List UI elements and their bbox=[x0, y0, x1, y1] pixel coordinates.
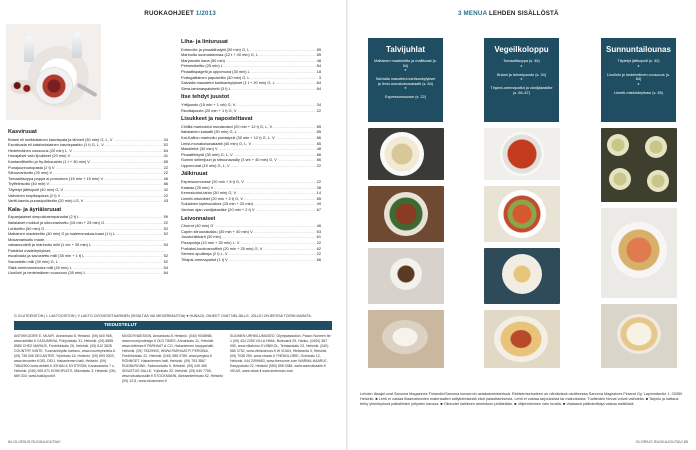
entry-title: Italialaiset mukkut ja sitruunarisotto (15 min + 25 min) G ..... bbox=[8, 220, 162, 226]
entry-page: 84 bbox=[316, 63, 321, 69]
entry-page: 85 bbox=[316, 52, 321, 58]
entry-title: Limetti-mtsiviidet (20 min + 3 t) G, V ..... bbox=[181, 196, 315, 202]
entry-page: 22 bbox=[163, 219, 168, 225]
entry-page: 34 bbox=[163, 136, 168, 142]
bullet-icon: ● bbox=[404, 85, 407, 91]
entry-title: Kaakao (25 min) V ..... bbox=[181, 185, 315, 191]
header-title: RUOKAOHJEET bbox=[144, 10, 194, 17]
running-head-right bbox=[458, 10, 559, 17]
header-prefix: 3 MENUA bbox=[458, 10, 488, 17]
index-entry bbox=[181, 163, 321, 169]
entry-title: Marylandin kana (50 min) ..... bbox=[181, 58, 315, 64]
section-heading: Kala- ja äyriäisruuat bbox=[8, 206, 62, 213]
entry-title: Kantarellikeitto ja fry-fleksuahto (1 t + 30 min) V ..... bbox=[8, 159, 162, 165]
entry-page: 52 bbox=[163, 259, 168, 265]
plate-image bbox=[36, 68, 72, 104]
entry-title: Vartti-kasvis-punasipulikeitto (20 min) LG, V ..... bbox=[8, 198, 162, 204]
section-heading: Kasviruuat bbox=[8, 129, 37, 135]
entry-title: Täytetyt jättisipulit (40 min) G, V ..... bbox=[8, 187, 162, 193]
entry-title: Juustohilkkarit (30 min) ..... bbox=[181, 234, 315, 240]
entry-title: Salvialla maustetut karitsankylykset (1 t + 20 min) G, L ..... bbox=[181, 80, 315, 86]
entry-title: Purkaksi-kookosmuffinit (20 min + 25 min) G, V ..... bbox=[181, 246, 315, 252]
sources-col: ANTIIKKIJORE E. MUUFI, Annankatu 8, Helsinki. (09) 600 965, www.antiikki.fi CASUARINA, Pohjoiskatu 31, Helsinki. (09) 6855 8580 CHEZ MARIUS, Fredrikinkatu 26, Helsinki. (09) 612 3628 COUNTRY INNTE, Tuomarinkylän kartano, www.countryinntela.fi. (09) 735 006 DECANTER, Yrjönkatu 16, Helsinki. (09) 693 0003, www.decanter.fi DEL DELI, Hakaniemen halli, Helsinki. (09) 76842500 www.deldeli.fi JOHAN & NYSTRÖM, Kanavaranta 7 c, Helsinki. (040) 906 671 KOKKIPUOTI, Mikonkatu 3, Helsinki. (09) 669 334, www.kokkipuoti.fi bbox=[14, 334, 116, 378]
index-entry bbox=[181, 108, 321, 114]
entry-title: Uunilohi ja hedelmäinen couscous (35 min) L ..... bbox=[8, 270, 162, 276]
header-issue: 1/2013 bbox=[195, 10, 216, 17]
photo-fish-soup bbox=[368, 128, 444, 180]
entry-title: Pinaattispagetti ja uppomuna (30 min) L ..... bbox=[181, 69, 315, 75]
entry-title: Sitruunarisotto (25 min) V ..... bbox=[8, 170, 162, 176]
photo-mousse bbox=[368, 248, 444, 304]
entry-title: Sunnin sellerijuuri ja sitruunavaäly (3 vrk + 40 min) G, V ..... bbox=[181, 157, 315, 163]
menu-item: Limetti-mtsiviidepiirasi (s. 85) bbox=[614, 90, 663, 95]
photo-cake bbox=[368, 310, 444, 368]
photo-lime-pie bbox=[601, 304, 677, 368]
entry-title: Massiletut (30 min) V ..... bbox=[181, 146, 315, 152]
photo-lamb-chops bbox=[368, 186, 444, 242]
entry-page: 46 bbox=[163, 175, 168, 181]
entry-page: 67 bbox=[316, 207, 321, 213]
entry-title: Valkoinen kurpitsapizza (2 t) V ..... bbox=[8, 193, 162, 199]
entry-page: 84 bbox=[316, 85, 321, 91]
photo-stuffed-onions bbox=[601, 128, 677, 202]
entry-page: 86 bbox=[316, 157, 321, 163]
entry-page: 14 bbox=[316, 190, 321, 196]
entry-page: 84 bbox=[316, 80, 321, 86]
entry-page: 86 bbox=[163, 181, 168, 187]
bullet-icon: ● bbox=[520, 62, 523, 68]
entry-page: 3 bbox=[318, 74, 321, 80]
entry-page: 85 bbox=[316, 140, 321, 146]
sources-title-bar: TIEDUSTELUT bbox=[14, 321, 332, 330]
menu-item: Salvialla maustetut karitsankylykset ja limsi-munakoisosalaatti (s. 84) bbox=[375, 77, 436, 86]
entry-page: 84 bbox=[163, 270, 168, 276]
diet-legend: G GLUTEENITON | L LAKTOOSITON | V LAKTO-OVOVEGETAARINEN (SISÄLTÄÄ VAI MEIJERIMAITOA) ♥ HUNAJA: OHJEET OVAT NELJÄLLE, JOLLEI OHJEESSA TOISIN MAINITA. bbox=[14, 314, 312, 318]
menu-item: Espressomousse (s. 22) bbox=[385, 95, 426, 100]
entry-title: Pinaattihöysti (30 min) G, L, V ..... bbox=[181, 152, 315, 158]
entry-page: 86 bbox=[316, 134, 321, 140]
publisher-caption: Lehden tilaajat ovat Sanoma Magazines Finlandin/Sanoma konsernin asiakasrekisterissä. Rekisteriselosteen on nähtävissä osoitteessa Sanoma Magazines Finland Oy, Lapinmäentie 1, 00350 Helsinki. ■ Lehti ei vastaa tilaamattomien materiaalien säilyttämisestä eikä palauttamisesta. Lehti ei vastaa tarjouksista tai mainoksista. Tuotteiden hinnat voivat vaihdella. ■ Tarjoilu ja kattaus tehty yhteistyössä paikallisten yritysten kanssa. ■ Oikeudet kaikkeen aineistoon pidätetään. ■ Jäljentäminen vain luvalla. ■ Vastaava päätoimittaja vastaa sisällöstä. bbox=[360, 392, 683, 407]
menu-item: Uunilohi ja hedelmäinen couscous (s. 84) bbox=[607, 72, 670, 82]
entry-title: Siera-lammaspaishetti (3 t) L ..... bbox=[181, 86, 315, 92]
menu-item: Tinjami-omenapaltut ja vaniljakastike (s. 66–67) bbox=[490, 86, 553, 95]
entry-page: 18 bbox=[316, 68, 321, 74]
entry-title: Yrttijuusto (15 min + 1 vrk) G, V ..... bbox=[181, 102, 315, 108]
entry-title: Briami eli kreikkalainen kasvispata ja lähneit (30 min) G, L, V ..... bbox=[8, 137, 162, 143]
entry-title: Espanjalaiset simpukkaempanadat (2 t) L ..... bbox=[8, 214, 162, 220]
section-heading: Leivonnaiset bbox=[181, 215, 216, 222]
entry-title: Tryffelirisotto (40 min) V ..... bbox=[8, 181, 162, 187]
menu-title: Talvijuhlat bbox=[386, 45, 425, 54]
index-entry bbox=[181, 207, 321, 213]
entry-page: 22 bbox=[316, 179, 321, 185]
entry-page: 49 bbox=[316, 201, 321, 207]
entry-title: Kermatoidot-tahto (30 min) G, V ..... bbox=[181, 190, 315, 196]
entry-title: Hunajaiset vain lipukkeet (20 min) V ..... bbox=[8, 153, 162, 159]
sources-col: MOODYNDESIGN, Annankatu 8, Helsinki. (040) 9048958, www.moodyndesign.fi OLD TIMES, Annankatu 12, Helsinki. www.oldtimes.fi PARHAAT & CO, Hakaniemen kauppahalli, Helsinki. (09) 75329900, WWW.PARHAAT.FI PERGBIA, Fredrikinkatu 22, Helsinki. (040) 585 0789, www.pergbia.fi RÖNNGET, Hakaniemen halli, Helsinki. (09) 753 3867 RUDBURGINK, Salomonkatu 5, Helsinki. (09) 445 465 SISUSTUS SALLE, Yrjönkatu 32, Helsinki. (09) 640 7760, www.sisustussalle.fi STOCKMANN, Aleksanterinkatu 52, Helsinki (09) 1211, www.stockmann.fi bbox=[122, 334, 223, 383]
bullet-icon: ● bbox=[637, 80, 640, 86]
photo-briami bbox=[484, 186, 560, 242]
entry-title: Marinoitu suomalainmaa (12 t + 40 min) G, L ..... bbox=[181, 52, 315, 58]
entry-title: Sisiä-merimansiruoka miili (40 min) L ..... bbox=[8, 265, 162, 271]
entry-page: 52 bbox=[163, 253, 168, 259]
entry-title: Italialainen salaatti (30 min) G, L ..... bbox=[181, 129, 315, 135]
entry-page: 43 bbox=[163, 198, 168, 204]
recipe-index-column-2 bbox=[181, 36, 321, 262]
entry-title: escalivada ja savustettu miili (35 min + 1 t) L ..... bbox=[8, 253, 162, 259]
index-entry bbox=[8, 198, 168, 204]
entry-page: 46 bbox=[316, 223, 321, 229]
entry-page: 22 bbox=[316, 107, 321, 113]
recipe-index-column-1 bbox=[8, 126, 168, 276]
glass-image bbox=[72, 32, 82, 58]
index-entry bbox=[181, 257, 321, 263]
entry-page: 62 bbox=[316, 245, 321, 251]
entry-page: 22 bbox=[163, 192, 168, 198]
entry-page: 54 bbox=[163, 264, 168, 270]
menu-title: Sunnuntailounas bbox=[606, 45, 671, 54]
entry-page: 22 bbox=[163, 164, 168, 170]
entry-title: Portugalilainen papukeitto (30 min) G, L ..... bbox=[181, 75, 317, 81]
entry-title: Caprin sitruunakakku (30 min + 40 min) V ..... bbox=[181, 229, 315, 235]
folio-right: GLORIUS RUOKAJOUTAVI 85 bbox=[635, 440, 688, 444]
photo-pizza bbox=[484, 310, 560, 368]
menu-item: Maltainen madekeitto ja maltitoast (s. 54) bbox=[374, 59, 437, 68]
entry-page: 22 bbox=[316, 162, 321, 168]
entry-title: valsanuudelit ja marinoitu miili (1 vrk + 35 min) L ..... bbox=[8, 242, 162, 248]
entry-title: Entrecôte ja pinaattihaiytti (30 min) G, L ..... bbox=[181, 47, 315, 53]
entry-title: Uppomunat (15 min) G, L, V ..... bbox=[181, 163, 315, 169]
bowl-image bbox=[10, 80, 34, 94]
entry-page: 85 bbox=[316, 129, 321, 135]
entry-page: 48 bbox=[316, 146, 321, 152]
entry-title: Espressomousse (20 min + 8 t) G, V ..... bbox=[181, 179, 315, 185]
entry-page: 84 bbox=[163, 147, 168, 153]
glass-image bbox=[24, 36, 34, 62]
entry-page: 59 bbox=[163, 214, 168, 220]
entry-title: Escalivada eli katalonialainen kasvispaahto (1 t) G, L, V ..... bbox=[8, 142, 162, 148]
entry-page: 22 bbox=[316, 240, 321, 245]
section-heading: Liha- ja linturuuat bbox=[181, 39, 228, 45]
entry-page: 38 bbox=[316, 184, 321, 190]
entry-page: 85 bbox=[163, 158, 168, 164]
spoon-image bbox=[76, 83, 97, 97]
sources-col: SUOMEN URHEILUMUSEO, Olympiastadion, Paavo Nurmen tie 1 (09) 434 2250 VILLA HIMA, Bulevardi 29, Hanko. (0400) 387 950, www.villahimo.fi VIINIKOL, Tehtaankatu 23, Helsinki. (040) 580 3752, www.viinikoinnos.fi W VIJAN, Hietaranta 3, Helsinki. (09) 7038 250, www.vivaan.fi THENGLORIE, Grönkatu 12, Helsinki. 044 2099663, www.theroome.com WARMA-HAARLE, Kauppakatu 22, Helsinki (050) 598 3384, www.warmahaarle.fi VIKAS, www.vikas.fi www.kiotensan.com bbox=[230, 334, 331, 373]
menu-item: Briami ja lahneiyuusto (s. 34) bbox=[497, 72, 546, 77]
entry-title: Suklainen kiplesuukkes (15 min + 20 min) ..... bbox=[181, 201, 315, 207]
entry-title: Pizzapohja (10 min + 30 min) L, V ..... bbox=[181, 240, 315, 246]
entry-title: Limsi-munakoisosalaatti (40 min) G, L, V ..... bbox=[181, 141, 315, 147]
bullet-icon: ● bbox=[404, 67, 407, 73]
entry-page: 42 bbox=[163, 186, 168, 192]
entry-page: 85 bbox=[316, 46, 321, 52]
entry-page: 85 bbox=[316, 123, 321, 129]
bullet-icon: ● bbox=[520, 76, 523, 82]
menu-title: Vegeilkoloppu bbox=[494, 45, 549, 54]
entry-title: Mosamarisoitu made, ..... bbox=[8, 237, 166, 243]
right-page bbox=[348, 0, 696, 450]
entry-page: 63 bbox=[316, 228, 321, 234]
hero-photo-table bbox=[6, 24, 101, 120]
menu-item: Täytetyt jättisipulit (s. 42) bbox=[617, 59, 660, 63]
section-heading: Itse tehdyt juustot bbox=[181, 94, 230, 101]
running-head-left bbox=[144, 10, 216, 17]
entry-page: 34 bbox=[316, 101, 321, 107]
section-heading: Jälkiruuat bbox=[181, 171, 208, 178]
entry-page: 61 bbox=[316, 234, 321, 240]
entry-page: 22 bbox=[163, 170, 168, 176]
entry-page: 22 bbox=[316, 251, 321, 257]
entry-title: Hedelmäinen couscous (20 min) L, V ..... bbox=[8, 148, 162, 154]
entry-title: Kai-Kallion marinoitu punasipuli (30 min + 12 t) G, L, V ..... bbox=[181, 135, 315, 141]
entry-title: Maltainen madekeitto (40 min) G ja maleenmakua-toast (1 t) L ..... bbox=[8, 231, 162, 237]
section-heading: Lisukkeet ja napostelttavat bbox=[181, 116, 253, 123]
entry-title: Punajuurirootopasta (2 t) V ..... bbox=[8, 165, 162, 171]
entry-page: 54 bbox=[163, 242, 168, 248]
entry-title: Ricottajuusto (20 min + 1 t) G, V ..... bbox=[181, 108, 315, 114]
entry-title: Siemen-spuiliesja (2 t) L, V ..... bbox=[181, 251, 315, 257]
entry-title: Chililla marinoidut munakoisot (20 min + 12 t) G, L, V ..... bbox=[181, 124, 315, 130]
photo-apple-dessert bbox=[484, 248, 560, 304]
entry-title: Savustettu miili (30 min) G, L ..... bbox=[8, 259, 162, 265]
sources-columns bbox=[14, 334, 332, 384]
index-entry bbox=[8, 270, 168, 276]
menu-item: Tomaattisoppa (s. 46) bbox=[503, 59, 540, 63]
entry-page: 85 bbox=[316, 195, 321, 201]
photo-salmon bbox=[601, 208, 677, 298]
menu-box-talvijuhlat bbox=[368, 38, 443, 122]
folio-left: 84 GLORIUS RUOKAJOUTAVI bbox=[8, 440, 61, 444]
entry-title: Tilrapsi-omenapaltut (1 t) V ..... bbox=[181, 257, 315, 263]
entry-page: 52 bbox=[163, 142, 168, 148]
entry-title: Churrot (40 min) G ..... bbox=[181, 223, 315, 229]
bullet-icon: ● bbox=[637, 62, 640, 68]
entry-title: Vanhan ajan vaniljakastike (20 min + 2 t) V ..... bbox=[181, 207, 315, 213]
entry-page: 86 bbox=[316, 151, 321, 157]
entry-page: 66 bbox=[316, 256, 321, 262]
entry-page: 52 bbox=[163, 225, 168, 231]
entry-page: 48 bbox=[316, 57, 321, 63]
photo-tomato-soup bbox=[484, 128, 560, 180]
menu-box-sunnuntailounas bbox=[601, 38, 676, 122]
entry-title: Lohikeitto (50 min) G ..... bbox=[8, 226, 162, 232]
index-entry bbox=[181, 86, 321, 92]
menu-box-vegeilkoloppu bbox=[484, 38, 559, 122]
header-title: LEHDEN SISÄLLÖSTÄ bbox=[488, 10, 559, 17]
entry-title: Paistetut madeleyöykset, ..... bbox=[8, 248, 166, 254]
entry-page: 41 bbox=[163, 153, 168, 159]
entry-page: 52 bbox=[163, 231, 168, 237]
entry-title: Pelmenikeitto (25 min) L ..... bbox=[181, 63, 315, 69]
entry-title: Tomaattisoppa pappa al pomodoro (15 min + 15 min) V ..... bbox=[8, 176, 162, 182]
